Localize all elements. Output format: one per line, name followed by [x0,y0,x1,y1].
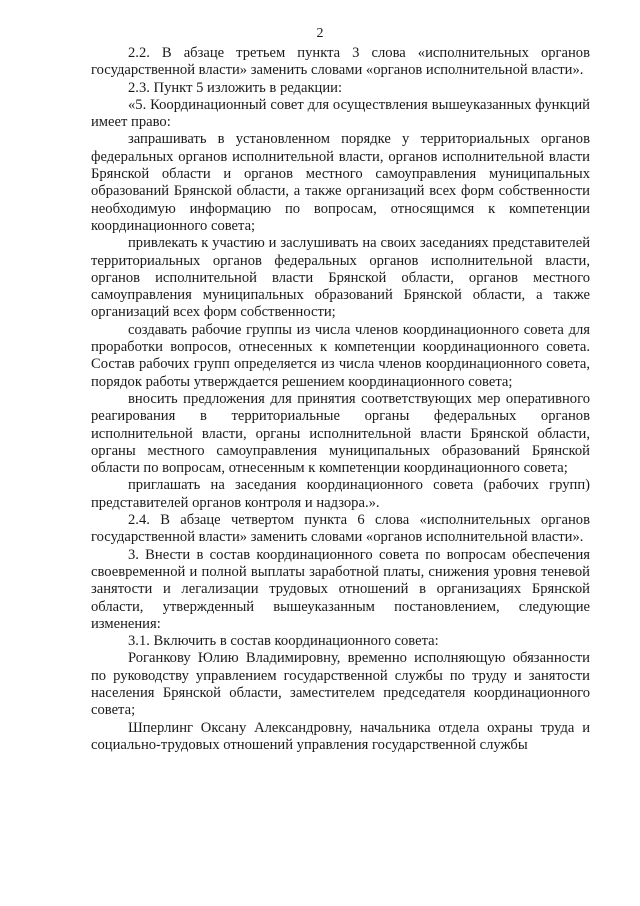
document-body [91,45,590,754]
paragraph-2-2: 2.2. В абзаце третьем пункта 3 слова «исполнительных органов государственной власти» заменить словами «органов исполнительной власти». [91,45,590,79]
paragraph-member-rogankova: Роганкову Юлию Владимировну, временно исполняющую обязанности по руководству управлением государственной службы по труду и занятости населения Брянской области, заместителем председателя координационного совета; [91,650,590,719]
paragraph-point-5-intro: «5. Координационный совет для осуществления вышеуказанных функций имеет право: [91,96,590,131]
page-number: 2 [316,26,324,41]
paragraph-3-1: 3.1. Включить в состав координационного совета: [128,633,439,650]
paragraph-3: 3. Внести в состав координационного совета по вопросам обеспечения своевременной и полной выплаты заработной платы, снижения уровня теневой занятости и легализации трудовых отношений в организациях Брянской области, утвержденный вышеуказанным постановлением, следующие изменения: [91,546,590,632]
paragraph-right-proposals: вносить предложения для принятия соответствующих мер оперативного реагирования в территориальные органы федеральных органов исполнительной власти, органы исполнительной власти Брянской области, органы местного самоуправления муниципальных образований Брянской области по вопросам, отнесенным к компетенции координационного совета; [91,390,590,477]
paragraph-right-invite-control-bodies: приглашать на заседания координационного совета (рабочих групп) представителей органов контроля и надзора.». [91,477,590,511]
paragraph-right-request-info: запрашивать в установленном порядке у территориальных органов федеральных органов исполнительной власти, органов исполнительной власти Брянской области и органов местного самоуправления муниципальных образований Брянской области, а также организаций всех форм собственности необходимую информацию по вопросам, относящимся к компетенции координационного совета; [91,131,590,234]
paragraph-member-shperling: Шперлинг Оксану Александровну, начальника отдела охраны труда и социально-трудовых отношений управления государственной службы [91,719,590,753]
paragraph-2-3: 2.3. Пункт 5 изложить в редакции: [128,79,343,96]
paragraph-2-4: 2.4. В абзаце четвертом пункта 6 слова «исполнительных органов государственной власти» заменить словами «органов исполнительной власти». [91,512,590,546]
paragraph-right-invite-representatives: привлекать к участию и заслушивать на своих заседаниях представителей территориальных органов федеральных органов исполнительной власти, органов исполнительной власти Брянской области, органов местного самоуправления муниципальных образований Брянской области, а также организаций всех форм собственности; [91,235,590,321]
paragraph-right-working-groups: создавать рабочие группы из числа членов координационного совета для проработки вопросов, отнесенных к компетенции координационного совета. Состав рабочих групп определяется из числа членов координационного совета, порядок работы утверждается решением координационного совета; [91,321,590,390]
